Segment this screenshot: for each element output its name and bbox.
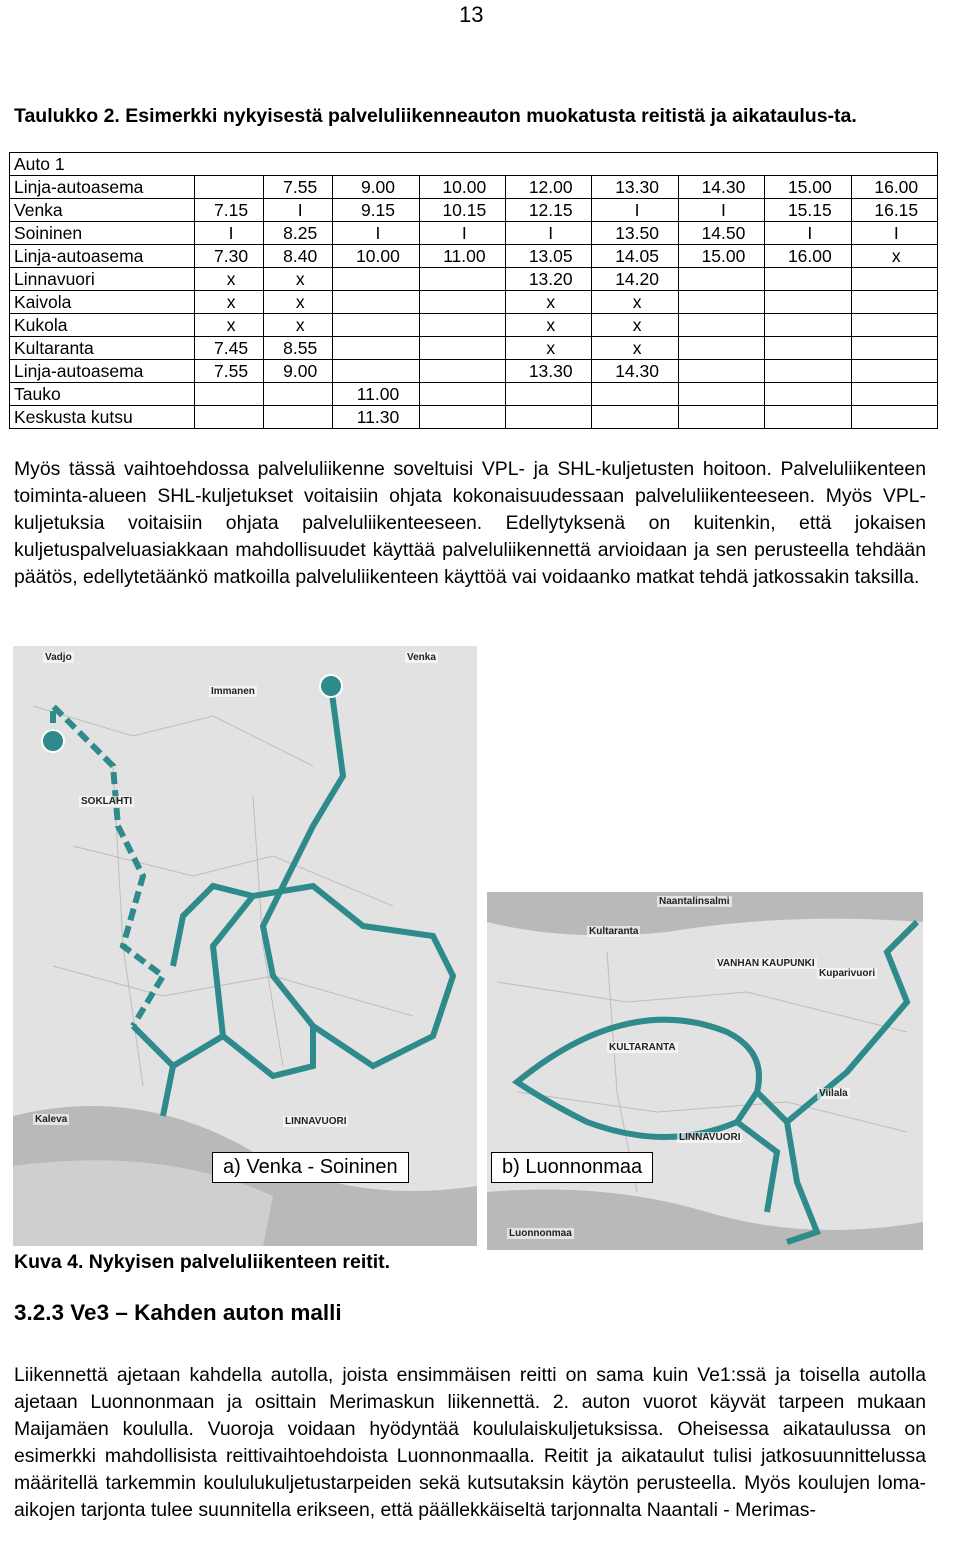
time-cell <box>851 268 937 291</box>
time-cell: 10.00 <box>333 245 419 268</box>
time-cell: 11.00 <box>333 383 419 406</box>
time-cell <box>419 314 505 337</box>
time-cell <box>506 383 592 406</box>
map-b-label-7: Luonnonmaa <box>509 1228 572 1239</box>
map-b-label-6: Viilala <box>819 1088 848 1099</box>
time-cell: 13.05 <box>506 245 592 268</box>
time-cell <box>333 360 419 383</box>
time-cell <box>678 291 764 314</box>
time-cell: x <box>264 268 333 291</box>
time-cell: 10.00 <box>419 176 505 199</box>
map-b-label-5: LINNAVUORI <box>679 1132 741 1143</box>
table-caption: Taulukko 2. Esimerkki nykyisestä palveluliikenneauton muokatusta reitistä ja aikataulus-ta. <box>14 105 857 127</box>
figure-caption: Kuva 4. Nykyisen palveluliikenteen reitit. <box>14 1251 391 1273</box>
time-cell: 9.00 <box>264 360 333 383</box>
time-cell <box>765 406 851 429</box>
time-cell: 7.15 <box>195 199 264 222</box>
table-row <box>10 268 938 291</box>
map-a-label-4: LINNAVUORI <box>285 1116 347 1127</box>
table-header-row <box>10 153 938 176</box>
stop-name-cell: Linja-autoasema <box>10 245 195 268</box>
time-cell: 15.00 <box>765 176 851 199</box>
time-cell <box>419 406 505 429</box>
time-cell <box>765 268 851 291</box>
time-cell: x <box>592 314 678 337</box>
stop-name-cell: Linja-autoasema <box>10 176 195 199</box>
stop-name-cell: Keskusta kutsu <box>10 406 195 429</box>
time-cell <box>419 383 505 406</box>
map-a-label-3: SOKLAHTI <box>81 796 133 807</box>
time-cell: 12.00 <box>506 176 592 199</box>
time-cell: 14.30 <box>678 176 764 199</box>
map-b-label-4: Kuparivuori <box>819 968 876 979</box>
time-cell <box>851 291 937 314</box>
time-cell: 13.30 <box>592 176 678 199</box>
time-cell: I <box>851 222 937 245</box>
time-cell <box>333 337 419 360</box>
map-b-caption: b) Luonnonmaa <box>491 1152 653 1183</box>
time-cell <box>851 360 937 383</box>
time-cell: 13.20 <box>506 268 592 291</box>
map-a-label-2: Immanen <box>211 686 255 697</box>
time-cell: x <box>195 291 264 314</box>
time-cell: x <box>195 268 264 291</box>
time-cell: 12.15 <box>506 199 592 222</box>
table-row <box>10 199 938 222</box>
time-cell <box>333 268 419 291</box>
stop-name-cell: Soininen <box>10 222 195 245</box>
time-cell: 7.30 <box>195 245 264 268</box>
time-cell <box>419 291 505 314</box>
time-cell: I <box>333 222 419 245</box>
map-a-label-0: Vadjo <box>45 652 72 663</box>
time-cell <box>333 314 419 337</box>
time-cell: x <box>264 314 333 337</box>
time-cell: I <box>264 199 333 222</box>
paragraph-1: Myös tässä vaihtoehdossa palveluliikenne soveltuisi VPL- ja SHL-kuljetusten hoitoon. Palveluliikenteen toiminta-alueen SHL-kuljetukset voitaisiin ohjata kokonaisuudessaan palveluliikenteeseen. Myös VPL-kuljetuksia voitaisiin ohjata palveluliikenteeseen. Edellytyksenä on kuitenkin, että jokaisen kuljetuspalveluasiakkaan mahdollisuudet käyttää palveluliikennettä arvioidaan ja sen perusteella tehdään päätös, edellytetäänkö matkoilla palveluliikenteen käyttöä vai voidaanko matkat tehdä jatkossakin taksilla. <box>14 458 926 588</box>
map-a-label-5: Kaleva <box>35 1114 68 1125</box>
time-cell: 7.55 <box>195 360 264 383</box>
time-cell <box>678 337 764 360</box>
time-cell <box>678 406 764 429</box>
time-cell: x <box>195 314 264 337</box>
time-cell: x <box>506 291 592 314</box>
time-cell <box>264 406 333 429</box>
map-b-label-1: Kultaranta <box>589 926 639 937</box>
time-cell: 14.30 <box>592 360 678 383</box>
time-cell: 8.25 <box>264 222 333 245</box>
time-cell: 11.00 <box>419 245 505 268</box>
route-map-b-drawing <box>487 892 923 1250</box>
time-cell <box>333 291 419 314</box>
time-cell: I <box>195 222 264 245</box>
time-cell: 9.00 <box>333 176 419 199</box>
table-row <box>10 406 938 429</box>
time-cell <box>592 383 678 406</box>
time-cell <box>765 360 851 383</box>
time-cell: 9.15 <box>333 199 419 222</box>
stop-name-cell: Kukola <box>10 314 195 337</box>
map-b-label-0: Naantalinsalmi <box>659 896 730 907</box>
time-cell <box>851 406 937 429</box>
time-cell <box>419 337 505 360</box>
stop-name-cell: Kultaranta <box>10 337 195 360</box>
table-row <box>10 383 938 406</box>
table-row <box>10 337 938 360</box>
time-cell: x <box>506 314 592 337</box>
time-cell <box>264 383 333 406</box>
time-cell: I <box>678 199 764 222</box>
time-cell <box>851 337 937 360</box>
time-cell: I <box>419 222 505 245</box>
route-map-luonnonmaa <box>487 892 923 1250</box>
time-cell <box>678 314 764 337</box>
time-cell <box>765 291 851 314</box>
stop-name-cell: Linja-autoasema <box>10 360 195 383</box>
section-heading: 3.2.3 Ve3 – Kahden auton malli <box>14 1300 342 1325</box>
time-cell: 14.05 <box>592 245 678 268</box>
time-cell: x <box>592 291 678 314</box>
time-cell: 15.15 <box>765 199 851 222</box>
stop-name-cell: Kaivola <box>10 291 195 314</box>
time-cell: 14.20 <box>592 268 678 291</box>
table-row <box>10 245 938 268</box>
time-cell: 10.15 <box>419 199 505 222</box>
time-cell: 13.50 <box>592 222 678 245</box>
time-cell: 16.00 <box>851 176 937 199</box>
time-cell: 14.50 <box>678 222 764 245</box>
time-cell: I <box>592 199 678 222</box>
time-cell <box>678 383 764 406</box>
time-cell <box>592 406 678 429</box>
time-cell: I <box>765 222 851 245</box>
table-header-cell: Auto 1 <box>10 153 938 176</box>
time-cell <box>419 360 505 383</box>
time-cell <box>195 406 264 429</box>
map-b-label-3: KULTARANTA <box>609 1042 676 1053</box>
time-cell: 7.55 <box>264 176 333 199</box>
time-cell: 8.55 <box>264 337 333 360</box>
table-row <box>10 360 938 383</box>
stop-name-cell: Linnavuori <box>10 268 195 291</box>
time-cell <box>506 406 592 429</box>
time-cell: 15.00 <box>678 245 764 268</box>
time-cell: x <box>506 337 592 360</box>
table-row <box>10 176 938 199</box>
time-cell <box>765 383 851 406</box>
time-cell <box>678 360 764 383</box>
time-cell: 16.15 <box>851 199 937 222</box>
time-cell: 8.40 <box>264 245 333 268</box>
time-cell <box>851 314 937 337</box>
map-a-label-1: Venka <box>407 652 436 663</box>
schedule-table <box>9 152 938 429</box>
time-cell <box>765 337 851 360</box>
time-cell <box>851 383 937 406</box>
table-row <box>10 314 938 337</box>
stop-name-cell: Tauko <box>10 383 195 406</box>
time-cell <box>195 176 264 199</box>
time-cell: 16.00 <box>765 245 851 268</box>
time-cell: x <box>264 291 333 314</box>
page-number: 13 <box>459 2 484 27</box>
time-cell <box>195 383 264 406</box>
time-cell: 13.30 <box>506 360 592 383</box>
time-cell: I <box>506 222 592 245</box>
table-row <box>10 291 938 314</box>
time-cell <box>678 268 764 291</box>
map-a-caption: a) Venka - Soininen <box>212 1152 409 1183</box>
time-cell: x <box>851 245 937 268</box>
stop-name-cell: Venka <box>10 199 195 222</box>
time-cell <box>765 314 851 337</box>
map-b-label-2: VANHAN KAUPUNKI <box>717 958 815 969</box>
table-row <box>10 222 938 245</box>
time-cell <box>419 268 505 291</box>
time-cell: 7.45 <box>195 337 264 360</box>
paragraph-2: Liikennettä ajetaan kahdella autolla, joista ensimmäisen reitti on sama kuin Ve1:ssä ja toisella autolla ajetaan Luonnonmaan ja osittain Merimaskun liikennettä. 2. auton vuorot käyvät tarpeen mukaan Maijamäen koululla. Vuoroja voidaan hyödyntää koululaiskuljetuksissa. Oheisessa aikataulussa on esimerkki mahdollisista reittivaihtoehdoista Luonnonmaalla. Reitit ja aikataulut tulisi jatkosuunnittelussa määritellä tarkemmin koululukuljetustarpeiden sekä kutsutaksin käytön perusteella. Myös koulujen loma-aikojen tarjonta tulee suunnitella erikseen, että päällekkäiseltä tarjonnalta Naantali - Merimas- <box>14 1364 926 1521</box>
time-cell: 11.30 <box>333 406 419 429</box>
time-cell: x <box>592 337 678 360</box>
